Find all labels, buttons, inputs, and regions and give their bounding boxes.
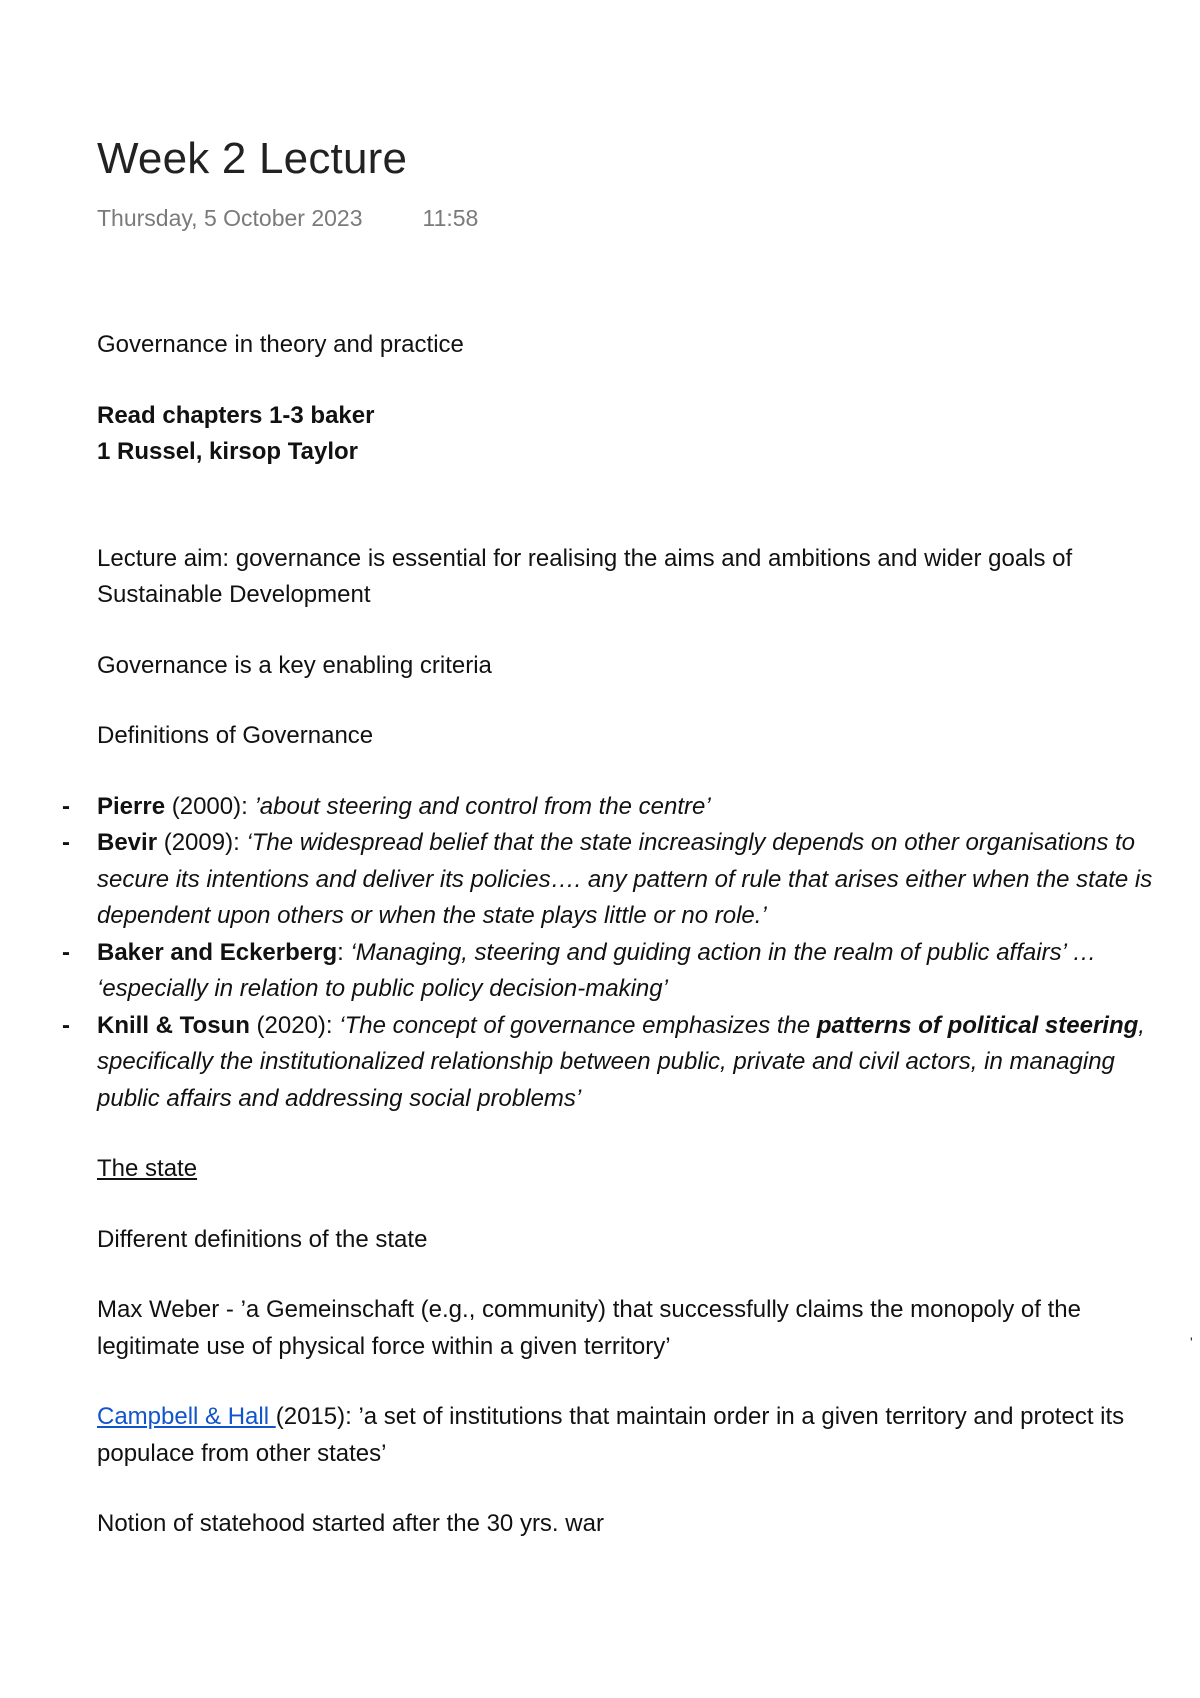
definition-author: Knill & Tosun [97, 1011, 250, 1039]
definition-quote-end: , specifically the institutionalized relationship between public, private and civil actors, in managing public affairs and addressing social problems’ [97, 1011, 1145, 1112]
page-title: Week 2 Lecture [97, 134, 408, 183]
definition-author: Baker and Eckerberg [97, 938, 338, 966]
edge-mark: ' [1190, 1334, 1193, 1350]
definition-author: Pierre [97, 792, 166, 820]
lecture-aim: Lecture aim: governance is essential for realising the aims and ambitions and wider goals of Sustainable Development [97, 544, 1073, 608]
note-date: Thursday, 5 October 2023 [97, 205, 363, 231]
list-dash: - [62, 938, 70, 966]
definition-item [62, 825, 1177, 935]
definition-item [62, 1008, 1177, 1118]
definition-year: (2020): [249, 1011, 340, 1039]
enabling-line: Governance is a key enabling criteria [97, 651, 492, 679]
definitions-heading: Definitions of Governance [97, 722, 374, 749]
state-definitions-line: Different definitions of the state [97, 1225, 428, 1253]
note-body[interactable] [62, 327, 1177, 1543]
state-heading: The state [97, 1155, 198, 1182]
weber-definition: Max Weber - ’a Gemeinschaft (e.g., community) that successfully claims the monopoly of the legitimate use of physical force within a given territory’ [97, 1296, 1081, 1360]
campbell-definition [97, 1399, 1177, 1472]
definition-year: (2000): [165, 792, 255, 820]
list-dash: - [62, 829, 70, 856]
definition-year: (2009): [157, 829, 247, 856]
definition-item [62, 789, 1177, 826]
campbell-hall-link[interactable]: Campbell & Hall [97, 1403, 276, 1430]
note-timestamp [97, 205, 478, 232]
definition-quote: ’about steering and control from the centre’ [254, 792, 711, 820]
statehood-line: Notion of statehood started after the 30 yrs. war [97, 1510, 604, 1537]
campbell-definition-text: (2015): ’a set of institutions that maintain order in a given territory and protect its populace from other states’ [97, 1403, 1125, 1467]
list-dash: - [62, 1011, 70, 1039]
definition-item [62, 935, 1177, 1008]
reading-line-1: Read chapters 1-3 baker [97, 401, 375, 429]
definition-year: : [337, 938, 351, 966]
definitions-list [62, 789, 1177, 1118]
definition-quote: ‘The widespread belief that the state increasingly depends on other organisations to secure its intentions and deliver its policies…. any pattern of rule that arises either when the state is dependent upon others or when the state plays little or no role.’ [97, 829, 1153, 929]
intro-line: Governance in theory and practice [97, 331, 464, 358]
definition-quote-emphasis: patterns of political steering [816, 1011, 1139, 1039]
definition-quote: ‘Managing, steering and guiding action in the realm of public affairs’ … ‘especially in relation to public policy decision-making’ [97, 938, 1097, 1002]
note-time: 11:58 [422, 205, 479, 231]
reading-line-2: 1 Russel, kirsop Taylor [97, 438, 358, 465]
list-dash: - [62, 792, 70, 820]
definition-author: Bevir [97, 829, 158, 856]
definition-quote-start: ‘The concept of governance emphasizes the [339, 1011, 817, 1039]
